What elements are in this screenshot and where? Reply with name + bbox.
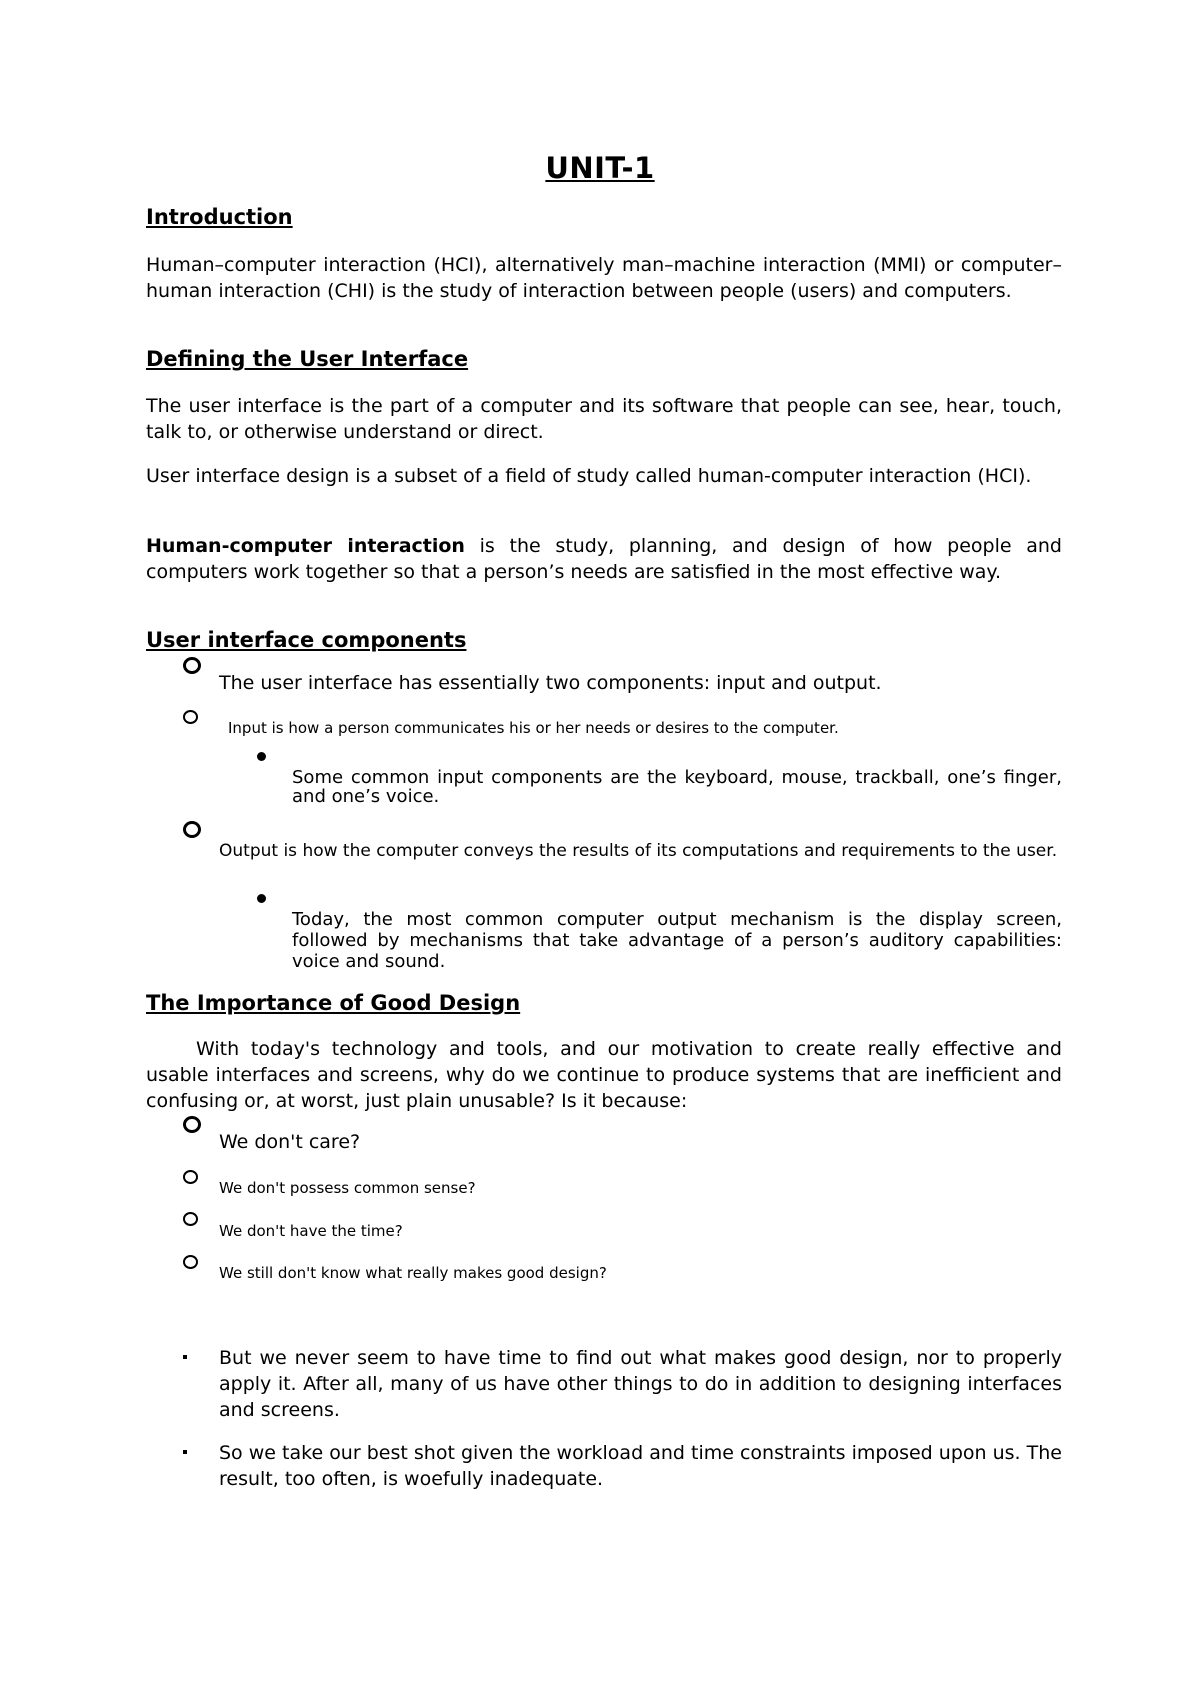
hci-term: Human-computer interaction: [146, 535, 465, 557]
importance-paragraph: With today's technology and tools, and our motivation to create really effective and usable interfaces and screens, why do we continue to produce systems that are inefficient and confusing or, at worst, just plain unusable? Is it because:: [146, 1038, 1062, 1112]
circle-bullet-icon: [183, 710, 198, 724]
page-title: UNIT-1: [545, 151, 655, 185]
component-item-3: Output is how the computer conveys the results of its computations and requirements to the user.: [219, 841, 1058, 861]
circle-bullet-icon: [183, 1255, 198, 1269]
component-item-2-sub: Some common input components are the keyboard, mouse, trackball, one’s finger, and one’s voice.: [292, 767, 1062, 807]
heading-ui-components: User interface components: [146, 628, 467, 652]
square-bullet-icon: [183, 1355, 187, 1359]
reason-item: We don't have the time?: [219, 1222, 403, 1240]
reason-item: We don't possess common sense?: [219, 1179, 476, 1197]
circle-bullet-icon: [183, 657, 201, 674]
square-bullet-icon: [183, 1450, 187, 1454]
hci-definition: is the study, planning, and design of how people and computers work together so that a person’s needs are satisfied in the most effective way.: [146, 535, 1062, 583]
dot-bullet-icon: [257, 752, 266, 761]
component-item-1: The user interface has essentially two components: input and output.: [219, 672, 882, 694]
dot-bullet-icon: [257, 894, 266, 903]
circle-bullet-icon: [183, 1212, 198, 1226]
reason-item: We still don't know what really makes good design?: [219, 1264, 607, 1282]
component-item-3-sub: Today, the most common computer output mechanism is the display screen, followed by mechanisms that take advantage of a person’s auditory capabilities: voice and sound.: [292, 909, 1062, 972]
defining-paragraph-2: User interface design is a subset of a field of study called human-computer interaction (HCI).: [146, 465, 1032, 487]
circle-bullet-icon: [183, 1170, 198, 1184]
reason-item: We don't care?: [219, 1131, 361, 1153]
defining-paragraph-1: The user interface is the part of a computer and its software that people can see, hear, touch, talk to, or otherwise understand or direct.: [146, 395, 1062, 443]
component-item-2: Input is how a person communicates his or her needs or desires to the computer.: [228, 719, 839, 737]
bullet-paragraph-1: But we never seem to have time to find out what makes good design, nor to properly apply it. After all, many of us have other things to do in addition to designing interfaces and screens.: [219, 1347, 1062, 1421]
circle-bullet-icon: [183, 1116, 201, 1133]
intro-paragraph: Human–computer interaction (HCI), alternatively man–machine interaction (MMI) or computer–human interaction (CHI) is the study of interaction between people (users) and computers.: [146, 254, 1062, 302]
heading-introduction: Introduction: [146, 205, 293, 229]
heading-importance: The Importance of Good Design: [146, 991, 521, 1015]
circle-bullet-icon: [183, 821, 201, 838]
defining-paragraph-3: [146, 533, 1062, 585]
bullet-paragraph-2: So we take our best shot given the workload and time constraints imposed upon us. The result, too often, is woefully inadequate.: [219, 1442, 1062, 1490]
heading-defining-ui: Defining the User Interface: [146, 347, 469, 371]
